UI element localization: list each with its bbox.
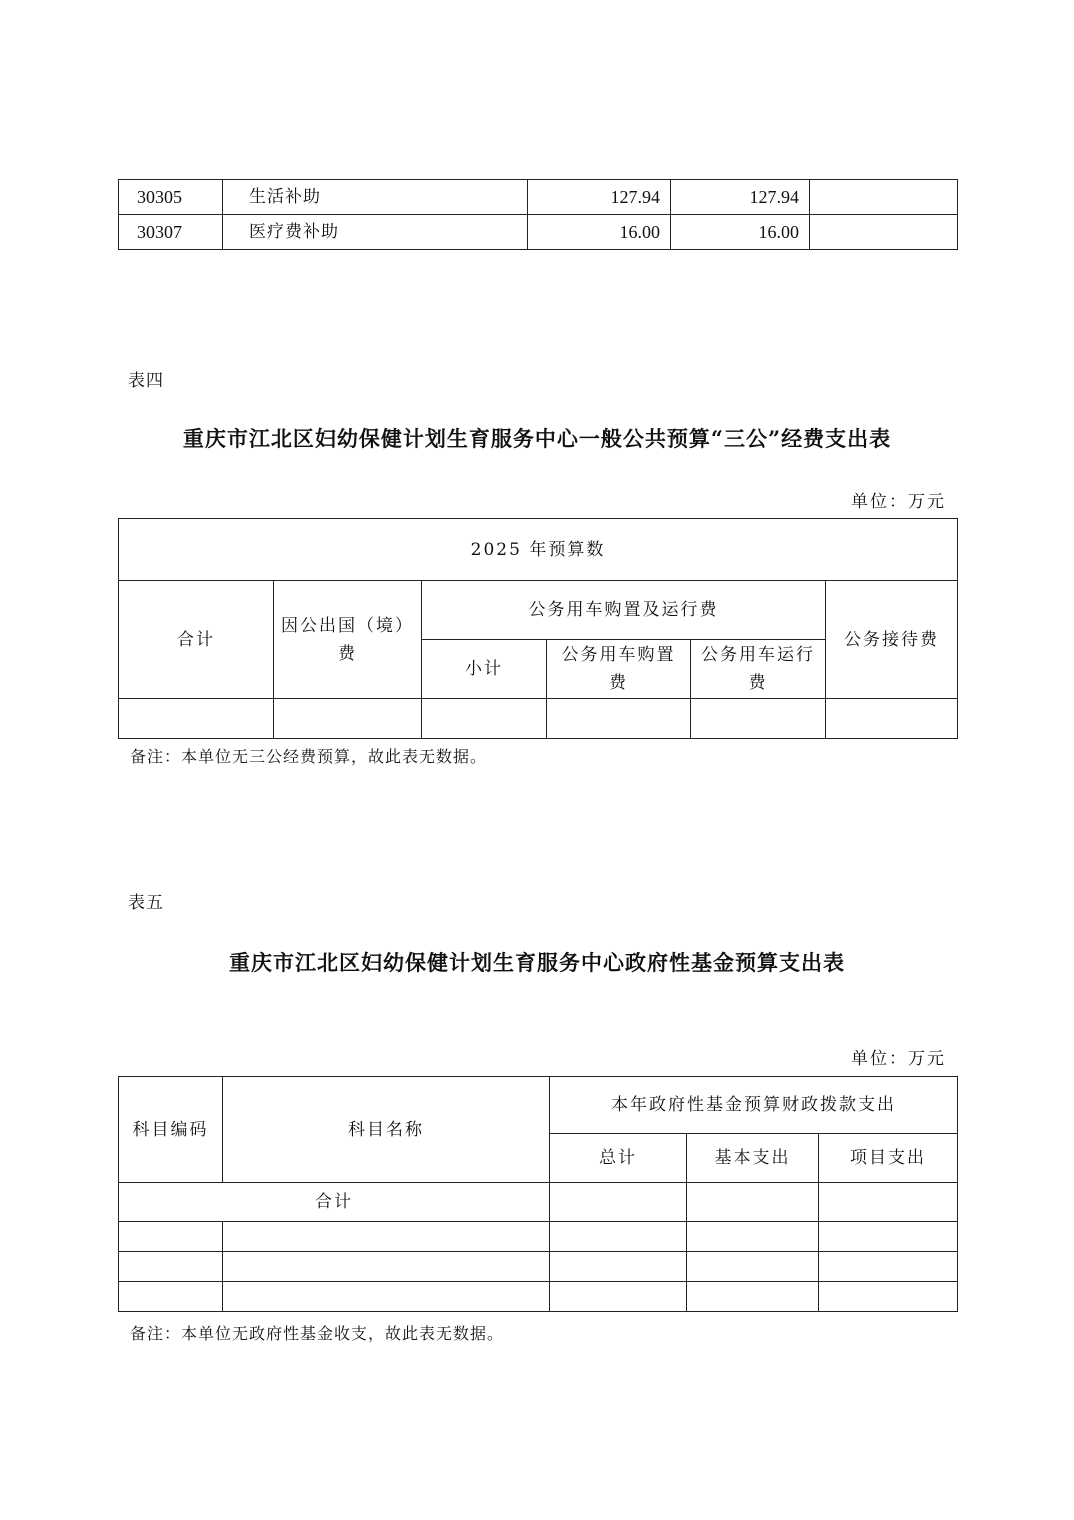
basic-value: 127.94 [671,180,810,215]
total-value: 16.00 [528,215,671,250]
cell-empty [687,1222,819,1252]
table-row [119,180,958,215]
col-subtotal: 小计 [422,640,547,699]
table-header-row [119,581,958,640]
year-header: 2025 年预算数 [119,519,958,581]
table-row [119,1222,958,1252]
col-abroad: 因公出国（境）费 [274,581,422,699]
cell-empty [223,1222,550,1252]
cell-empty [819,1222,958,1252]
col-code: 科目编码 [119,1077,223,1183]
cell-empty [826,699,958,739]
col-project: 项目支出 [819,1134,958,1183]
col-purchase: 公务用车购置费 [547,640,691,699]
table5-unit: 单位：万元 [851,1049,946,1069]
cell-empty [550,1252,687,1282]
table4-title: 重庆市江北区妇幼保健计划生育服务中心一般公共预算“三公”经费支出表 [182,426,892,451]
cell-empty [687,1183,819,1222]
col-group: 本年政府性基金预算财政拨款支出 [550,1077,958,1134]
table5-title: 重庆市江北区妇幼保健计划生育服务中心政府性基金预算支出表 [229,950,845,975]
table4 [118,518,958,739]
subject-name: 医疗费补助 [223,215,528,250]
cell-empty [819,1252,958,1282]
row-total: 合计 [119,1183,550,1222]
basic-value: 16.00 [671,215,810,250]
table5 [118,1076,958,1312]
table4-note: 备注：本单位无三公经费预算，故此表无数据。 [130,747,488,766]
table5-label: 表五 [128,893,164,913]
cell-empty [547,699,691,739]
cell-empty [550,1222,687,1252]
cell-empty [119,1222,223,1252]
col-total: 合计 [119,581,274,699]
cell-empty [223,1252,550,1282]
table-row [119,1282,958,1312]
cell-empty [550,1282,687,1312]
cell-empty [687,1282,819,1312]
project-value [810,180,958,215]
cell-empty [119,1252,223,1282]
table4-label: 表四 [128,371,164,391]
subject-code: 30305 [119,180,223,215]
cell-empty [550,1183,687,1222]
table5-note: 备注：本单位无政府性基金收支，故此表无数据。 [130,1324,505,1343]
cell-empty [274,699,422,739]
cell-empty [691,699,826,739]
cell-empty [119,699,274,739]
col-total: 总计 [550,1134,687,1183]
col-reception: 公务接待费 [826,581,958,699]
cell-empty [819,1183,958,1222]
col-name: 科目名称 [223,1077,550,1183]
cell-empty [422,699,547,739]
col-vehicle-group: 公务用车购置及运行费 [422,581,826,640]
table3-tail [118,179,958,250]
total-value: 127.94 [528,180,671,215]
table-total-row [119,1183,958,1222]
table-row [119,215,958,250]
cell-empty [687,1252,819,1282]
col-operation: 公务用车运行费 [691,640,826,699]
table-header-row [119,1077,958,1134]
subject-code: 30307 [119,215,223,250]
cell-empty [819,1282,958,1312]
table4-unit: 单位：万元 [851,492,946,512]
subject-name: 生活补助 [223,180,528,215]
col-basic: 基本支出 [687,1134,819,1183]
cell-empty [223,1282,550,1312]
table-row [119,1252,958,1282]
table-row [119,699,958,739]
table-header-row [119,519,958,581]
project-value [810,215,958,250]
cell-empty [119,1282,223,1312]
